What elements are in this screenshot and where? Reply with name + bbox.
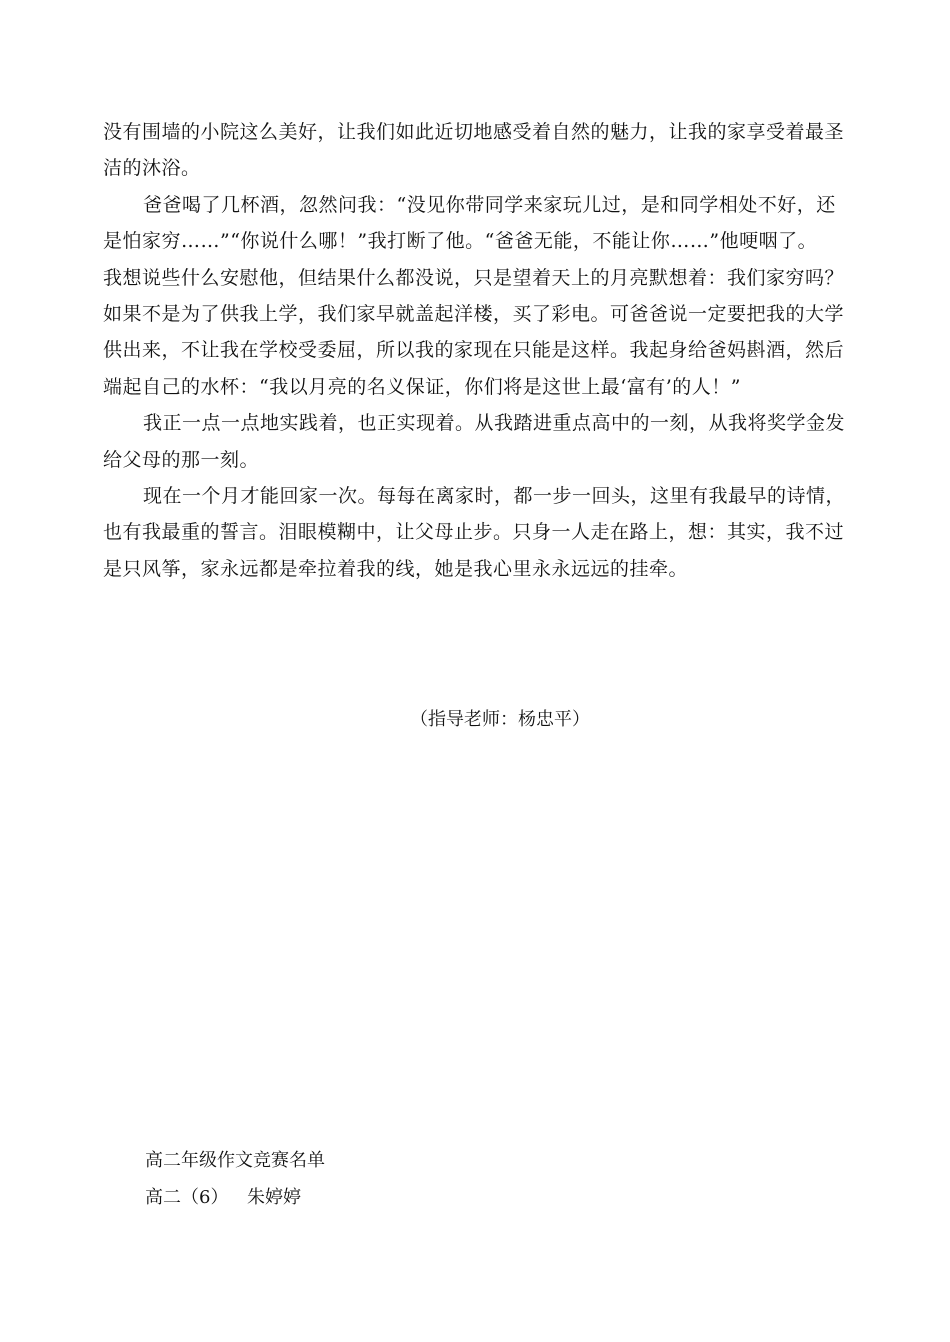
advisor-signature: （指导老师：杨忠平） (410, 709, 590, 730)
essay-line-9: 我正一点一点地实践着，也正实现着。从我踏进重点高中的一刻，从我将奖学金发 (143, 412, 846, 435)
essay-line-6: 如果不是为了供我上学，我们家早就盖起洋楼，买了彩电。可爸爸说一定要把我的大学 (103, 303, 845, 326)
essay-line-5: 我想说些什么安慰他，但结果什么都没说，只是望着天上的月亮默想着：我们家穷吗？ (103, 266, 845, 289)
essay-line-10: 给父母的那一刻。 (103, 448, 260, 471)
essay-line-12: 也有我最重的誓言。泪眼模糊中，让父母止步。只身一人走在路上，想：其实，我不过 (103, 521, 845, 544)
essay-line-4: 是怕家穷……”“你说什么哪！”我打断了他。“爸爸无能，不能让你……”他哽咽了。 (103, 230, 818, 253)
essay-line-11: 现在一个月才能回家一次。每每在离家时，都一步一回头，这里有我最早的诗情， (143, 485, 846, 508)
contest-list-title: 高二年级作文竞赛名单 (145, 1150, 325, 1171)
essay-line-2: 洁的沐浴。 (103, 157, 201, 180)
entry-student-name: 朱婷婷 (247, 1187, 301, 1208)
entry-class: 高二（6） (145, 1187, 229, 1208)
essay-line-3: 爸爸喝了几杯酒，忽然问我：“没见你带同学来家玩儿过，是和同学相处不好，还 (143, 193, 836, 216)
essay-body (103, 114, 863, 587)
contest-list-entry (145, 1184, 301, 1212)
essay-line-7: 供出来，不让我在学校受委屈，所以我的家现在只能是这样。我起身给爸妈斟酒，然后 (103, 339, 845, 362)
essay-line-13: 是只风筝，家永远都是牵拉着我的线，她是我心里永永远远的挂牵。 (103, 557, 689, 580)
essay-line-8: 端起自己的水杯：“我以月亮的名义保证，你们将是这世上最‘富有’的人！” (103, 375, 742, 398)
essay-line-1: 没有围墙的小院这么美好，让我们如此近切地感受着自然的魅力，让我的家享受着最圣 (103, 121, 845, 143)
